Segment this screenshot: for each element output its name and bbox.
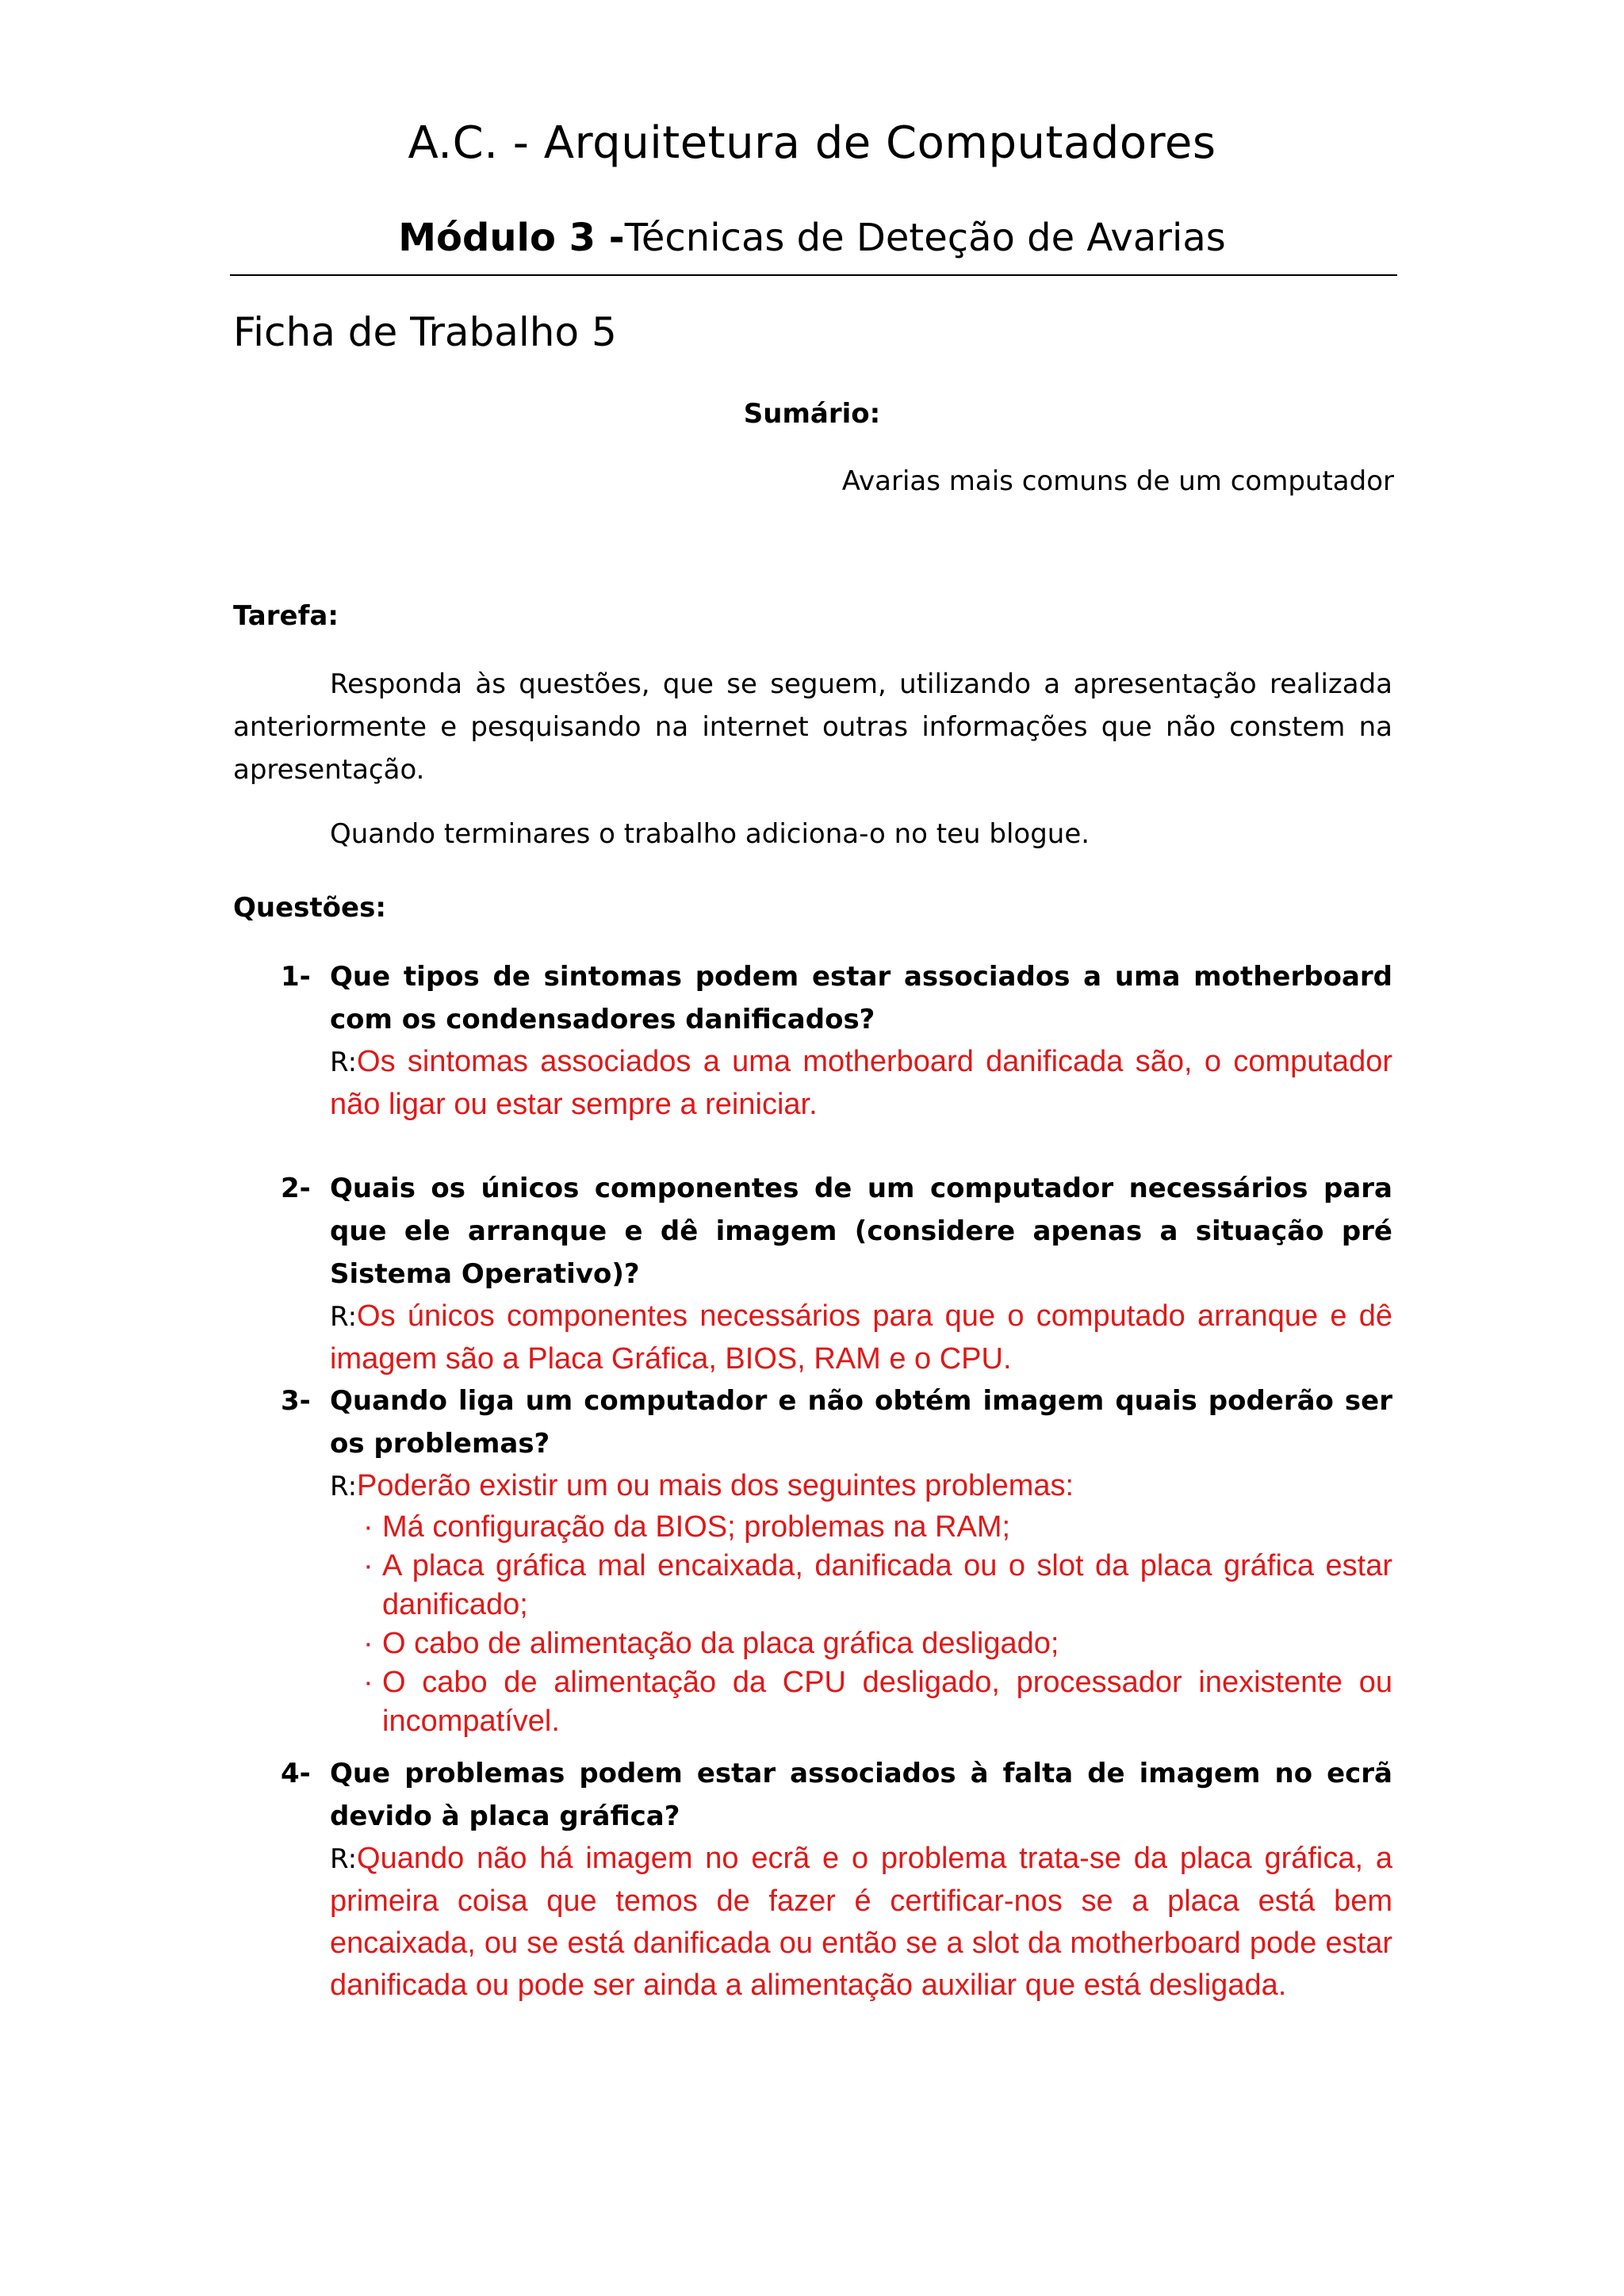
answer xyxy=(330,1295,1392,1380)
answer-prefix: R: xyxy=(330,1471,358,1502)
list-item xyxy=(363,1624,1392,1663)
question-text: Quais os únicos componentes de um computador necessários para que ele arranque e dê imagem (considere apenas a situação pré Sistema Operativo)? xyxy=(330,1173,1392,1290)
answer-prefix: R: xyxy=(330,1301,358,1333)
answer xyxy=(330,1465,1392,1508)
question-number: 2- xyxy=(281,1173,311,1204)
document-title: A.C. - Arquitetura de Computadores xyxy=(408,117,1216,169)
bullet-icon: · xyxy=(363,1510,373,1544)
answer-prefix: R: xyxy=(330,1843,358,1875)
question-1 xyxy=(281,955,1392,1126)
answer-text: Os únicos componentes necessários para que o computado arranque e dê imagem são a Placa Gráfica, BIOS, RAM e o CPU. xyxy=(330,1299,1392,1376)
list-item xyxy=(363,1663,1392,1741)
question-text: Quando liga um computador e não obtém imagem quais poderão ser os problemas? xyxy=(330,1385,1392,1460)
questions-label: Questões: xyxy=(233,892,386,924)
list-item-text: O cabo de alimentação da CPU desligado, processador inexistente ou incompatível. xyxy=(382,1666,1392,1738)
bullet-icon: · xyxy=(363,1627,373,1660)
list-item-text: A placa gráfica mal encaixada, danificada ou o slot da placa gráfica estar danificado; xyxy=(382,1549,1392,1621)
list-item-text: Má configuração da BIOS; problemas na RAM; xyxy=(382,1510,1011,1544)
question-3 xyxy=(281,1380,1392,1741)
list-item-text: O cabo de alimentação da placa gráfica desligado; xyxy=(382,1627,1059,1660)
question-text: Que tipos de sintomas podem estar associados a uma motherboard com os condensadores danificados? xyxy=(330,961,1392,1035)
list-item xyxy=(363,1508,1392,1547)
summary-text: Avarias mais comuns de um computador xyxy=(841,465,1394,497)
question-number: 1- xyxy=(281,961,311,993)
answer-bullet-list xyxy=(363,1508,1392,1741)
sheet-title: Ficha de Trabalho 5 xyxy=(233,309,617,355)
question-number: 3- xyxy=(281,1385,311,1417)
question-text: Que problemas podem estar associados à falta de imagem no ecrã devido à placa gráfica? xyxy=(330,1758,1392,1832)
answer xyxy=(330,1041,1392,1126)
question-4 xyxy=(281,1752,1392,2007)
question-2 xyxy=(281,1167,1392,1380)
answer xyxy=(330,1838,1392,2007)
module-heading xyxy=(0,216,1624,260)
bullet-icon: · xyxy=(363,1666,373,1699)
question-number: 4- xyxy=(281,1758,311,1789)
task-label: Tarefa: xyxy=(233,600,339,632)
bullet-icon: · xyxy=(363,1549,373,1582)
task-paragraph: Responda às questões, que se seguem, utilizando a apresentação realizada anteriormente e pesquisando na internet outras informações que não constem na apresentação. xyxy=(233,668,1392,786)
task-note: Quando terminares o trabalho adiciona-o no teu blogue. xyxy=(330,818,1090,850)
module-number: Módulo 3 - xyxy=(398,216,625,260)
answer-text: Os sintomas associados a uma motherboard danificada são, o computador não ligar ou estar sempre a reiniciar. xyxy=(330,1045,1392,1121)
list-item xyxy=(363,1547,1392,1624)
header-divider xyxy=(230,274,1397,276)
summary-label: Sumário: xyxy=(743,398,881,430)
answer-prefix: R: xyxy=(330,1047,358,1078)
module-name: Técnicas de Deteção de Avarias xyxy=(624,216,1226,260)
answer-text: Quando não há imagem no ecrã e o problema trata-se da placa gráfica, a primeira coisa que temos de fazer é certificar-nos se a placa está bem encaixada, ou se está danificada ou então se a slot da motherboard pode estar danificada ou pode ser ainda a alimentação auxiliar que está desligada. xyxy=(330,1842,1392,2002)
answer-text: Poderão existir um ou mais dos seguintes problemas: xyxy=(357,1469,1074,1502)
